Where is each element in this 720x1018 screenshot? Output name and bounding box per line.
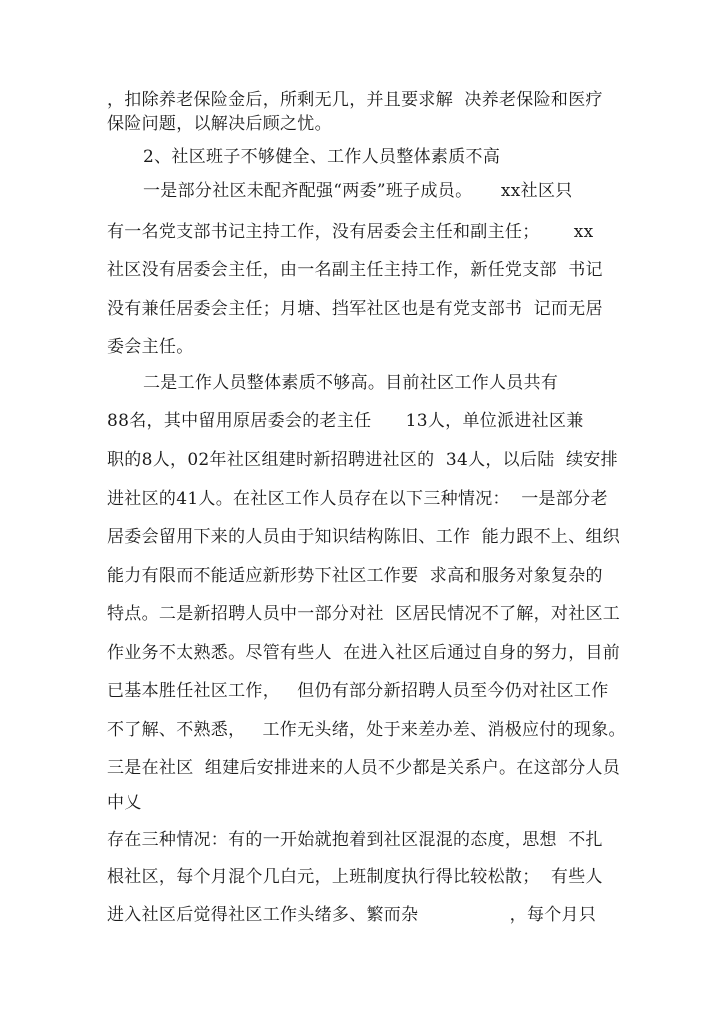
text-line-18: 不了解、不熟悉， 工作无头绪，处于来差办差、消极应付的现象。 <box>107 720 626 740</box>
text-line-17: 已基本胜任社区工作， 但仍有部分新招聘人员至今仍对社区工作 <box>107 681 609 701</box>
text-line-6: 社区没有居委会主任，由一名副主任主持工作，新任党支部 书记 <box>107 260 603 280</box>
text-line-14: 能力有限而不能适应新形势下社区工作要 求高和服务对象复杂的 <box>107 566 603 586</box>
text-line-10: 88名，其中留用原居委会的老主任 13人，单位派进社区兼 <box>107 411 584 431</box>
text-line-12: 进社区的41人。在社区工作人员存在以下三种情况： 一是部分老 <box>107 489 608 509</box>
text-line-13: 居委会留用下来的人员由于知识结构陈旧、工作 能力跟不上、组织 <box>107 527 621 547</box>
text-line-8: 委会主任。 <box>107 337 194 357</box>
text-line-15: 特点。二是新招聘人员中一部分对社 区居民情况不了解，对社区工 <box>107 604 621 624</box>
text-line-20: 中乂 <box>107 793 142 813</box>
text-line-5: 有一名党支部书记主持工作，没有居委会主任和副主任； xx <box>107 222 594 242</box>
text-line-22: 根社区，每个月混个几白元，上班制度执行得比较松散； 有些人 <box>107 867 603 887</box>
text-line-21: 存在三种情况：有的一开始就抱着到社区混混的态度，思想 不扎 <box>107 830 603 850</box>
text-line-11: 职的8人，02年社区组建时新招聘进社区的 34人，以后陆 续安排 <box>107 450 618 470</box>
text-line-1: ，扣除养老保险金后，所剩无几，并且要求解 决养老保险和医疗 <box>107 90 603 110</box>
text-line-4: 一是部分社区未配齐配强“两委”班子成员。 xx社区只 <box>143 181 573 201</box>
text-line-7: 没有兼任居委会主任；月塘、挡军社区也是有党支部书 记而无居 <box>107 299 603 319</box>
section-heading: 2、社区班子不够健全、工作人员整体素质不高 <box>143 147 501 167</box>
text-line-23: 进入社区后觉得社区工作头绪多、繁而杂 ，每个月只 <box>107 905 597 925</box>
text-line-19: 三是在社区 组建后安排进来的人员不少都是关系户。在这部分人员 <box>107 758 621 778</box>
text-line-2: 保险问题，以解决后顾之忧。 <box>107 114 332 134</box>
text-line-9: 二是工作人员整体素质不够高。目前社区工作人员共有 <box>143 373 559 393</box>
text-line-16: 作业务不太熟悉。尽管有些人 在进入社区后通过自身的努力，目前 <box>107 643 621 663</box>
